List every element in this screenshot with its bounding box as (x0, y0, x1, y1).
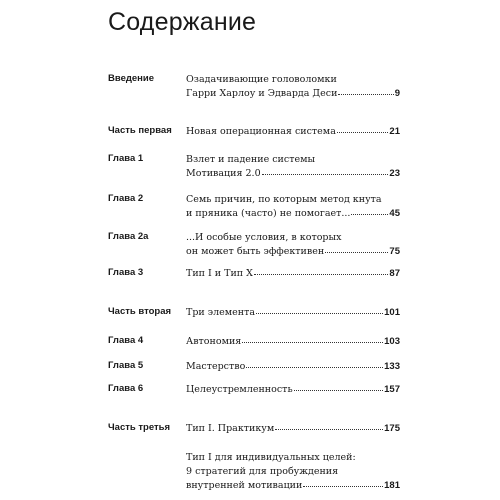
toc-entry-title-text: Целеустремленность (186, 384, 293, 395)
dot-leader (242, 334, 383, 343)
toc-entry-title-line (186, 383, 400, 397)
toc-entry-title-line (186, 245, 400, 259)
toc-entry-label: Часть первая (108, 125, 172, 136)
toc-entry-title (186, 231, 400, 259)
toc-entry-title-text: Тип I для индивидуальных целей: (186, 452, 356, 463)
toc-entry-title (186, 451, 400, 493)
toc-entry-title-line (186, 153, 400, 167)
toc-entry-title-text: внутренней мотивации (186, 480, 303, 491)
toc-entry-label: Глава 2а (108, 231, 149, 242)
toc-page-number: 9 (394, 88, 400, 99)
toc-entry-title-text: Взлет и падение системы (186, 154, 316, 165)
toc-entry-title-line (186, 465, 400, 479)
toc-page-number: 181 (384, 480, 400, 491)
toc-page-number: 101 (384, 307, 400, 318)
dot-leader (254, 266, 388, 275)
toc-page-number: 133 (384, 361, 400, 372)
toc-page-number: 175 (384, 423, 400, 434)
toc-entry-title-line (186, 231, 400, 245)
toc-entry-title-line (186, 335, 400, 349)
toc-entry-title-text: ...И особые условия, в которых (186, 232, 342, 243)
toc-entry-label: Часть третья (108, 422, 171, 433)
toc-page-number: 23 (389, 168, 400, 179)
toc-entry-title (186, 422, 400, 436)
dot-leader (325, 244, 388, 253)
toc-entry-title (186, 306, 400, 320)
toc-page-number: 21 (389, 126, 400, 137)
toc-entry-title-line (186, 360, 400, 374)
toc-entry-title-text: Семь причин, по которым метод кнута (186, 194, 382, 205)
toc-entry-title-line (186, 479, 400, 493)
toc-page-number: 103 (384, 336, 400, 347)
toc-entry-title-text: Тип I и Тип Х (186, 268, 253, 279)
toc-entry-label: Глава 4 (108, 335, 144, 346)
toc-entry-title (186, 360, 400, 374)
page-title: Содержание (108, 8, 257, 36)
toc-page-number: 157 (384, 384, 400, 395)
toc-entry-label: Глава 6 (108, 383, 144, 394)
toc-entry-title-line (186, 73, 400, 87)
toc-entry-title-line (186, 267, 400, 281)
toc-entry-title-text: Гарри Харлоу и Эдварда Деси (186, 88, 338, 99)
dot-leader (337, 124, 389, 133)
toc-entry-title-text: и пряника (часто) не помогает... (186, 208, 351, 219)
toc-entry-title-text: Озадачивающие головоломки (186, 74, 337, 85)
dot-leader (351, 206, 388, 215)
toc-entry-title-line (186, 125, 400, 139)
toc-entry-title-text: Мастерство (186, 361, 246, 372)
toc-entry-title (186, 153, 400, 181)
toc-entry-title-text: он может быть эффективен (186, 246, 325, 257)
toc-entry-title-line (186, 193, 400, 207)
toc-entry-label: Часть вторая (108, 306, 172, 317)
dot-leader (338, 86, 393, 95)
toc-page-number: 75 (389, 246, 400, 257)
toc-entry-title-line (186, 167, 400, 181)
toc-entry-title (186, 193, 400, 221)
toc-entry-label: Глава 3 (108, 267, 144, 278)
toc-entry-title-line (186, 306, 400, 320)
toc-entry-title-line (186, 451, 400, 465)
toc-page-number: 45 (389, 208, 400, 219)
toc-entry-title-text: Новая операционная система (186, 126, 336, 137)
toc-entry-title (186, 383, 400, 397)
toc-entry-title-text: Три элемента (186, 307, 256, 318)
dot-leader (294, 382, 384, 391)
dot-leader (262, 166, 389, 175)
dot-leader (275, 421, 383, 430)
dot-leader (246, 359, 383, 368)
toc-entry-title (186, 73, 400, 101)
toc-entry-label: Глава 1 (108, 153, 144, 164)
toc-entry-title (186, 125, 400, 139)
toc-entry-title-text: Мотивация 2.0 (186, 168, 261, 179)
toc-entry-title (186, 335, 400, 349)
toc-entry-title-line (186, 422, 400, 436)
toc-entry-title-text: 9 стратегий для пробуждения (186, 466, 339, 477)
dot-leader (303, 478, 383, 487)
toc-entry-label: Глава 2 (108, 193, 144, 204)
toc-entry-title-line (186, 87, 400, 101)
dot-leader (256, 305, 383, 314)
toc-entry-title-line (186, 207, 400, 221)
toc-entry-label: Глава 5 (108, 360, 144, 371)
toc-page-number: 87 (389, 268, 400, 279)
toc-entry-title-text: Автономия (186, 336, 242, 347)
toc-entry-label: Введение (108, 73, 155, 84)
toc-entry-title (186, 267, 400, 281)
toc-entry-title-text: Тип I. Практикум (186, 423, 275, 434)
